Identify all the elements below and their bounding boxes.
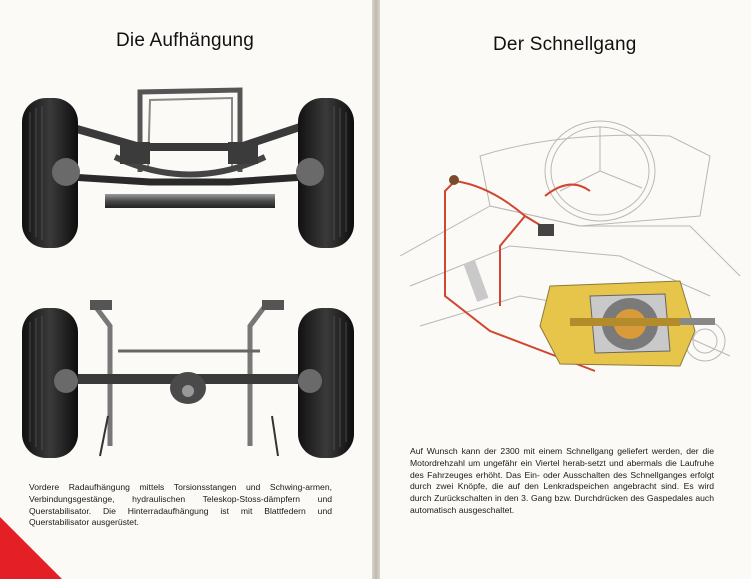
left-page: [0, 0, 372, 579]
caption-suspension-text: Vordere Radaufhängung mittels Torsionsstangen und Schwing-armen, Verbindungsgestänge, hydraulischen Teleskop-Stoss-dämpfern und Querstabilisator. Die Hinterradaufhängung ist mit Blattfedern und Querstabilisator ausgerüstet.: [29, 482, 332, 528]
right-page: [380, 0, 751, 579]
page-title-suspension: Die Aufhängung: [116, 30, 255, 51]
caption-overdrive: [410, 446, 714, 517]
caption-suspension: [29, 482, 332, 529]
front-suspension-photo: [0, 82, 372, 252]
page-title-overdrive: Der Schnellgang: [493, 34, 637, 55]
red-corner-decoration: [0, 517, 62, 579]
overdrive-cutaway-illustration: [380, 96, 751, 396]
rear-suspension-photo: [0, 296, 372, 466]
caption-overdrive-text: Auf Wunsch kann der 2300 mit einem Schnellgang geliefert werden, der die Motordrehzahl um ungefähr ein Viertel herab-setzt und abermals die Laufruhe des Fahrzeuges erhöht. Das Ein- oder Ausschalten des Schnellganges erfolgt durch zwei Knöpfe, die auf den Lenkradspeichen angebracht sind. Es wird durch Zurückschalten in den 3. Gang bzw. Durchdrücken des Gaspedales auch automatisch ausgeschaltet.: [410, 446, 714, 515]
page-gutter: [372, 0, 380, 579]
